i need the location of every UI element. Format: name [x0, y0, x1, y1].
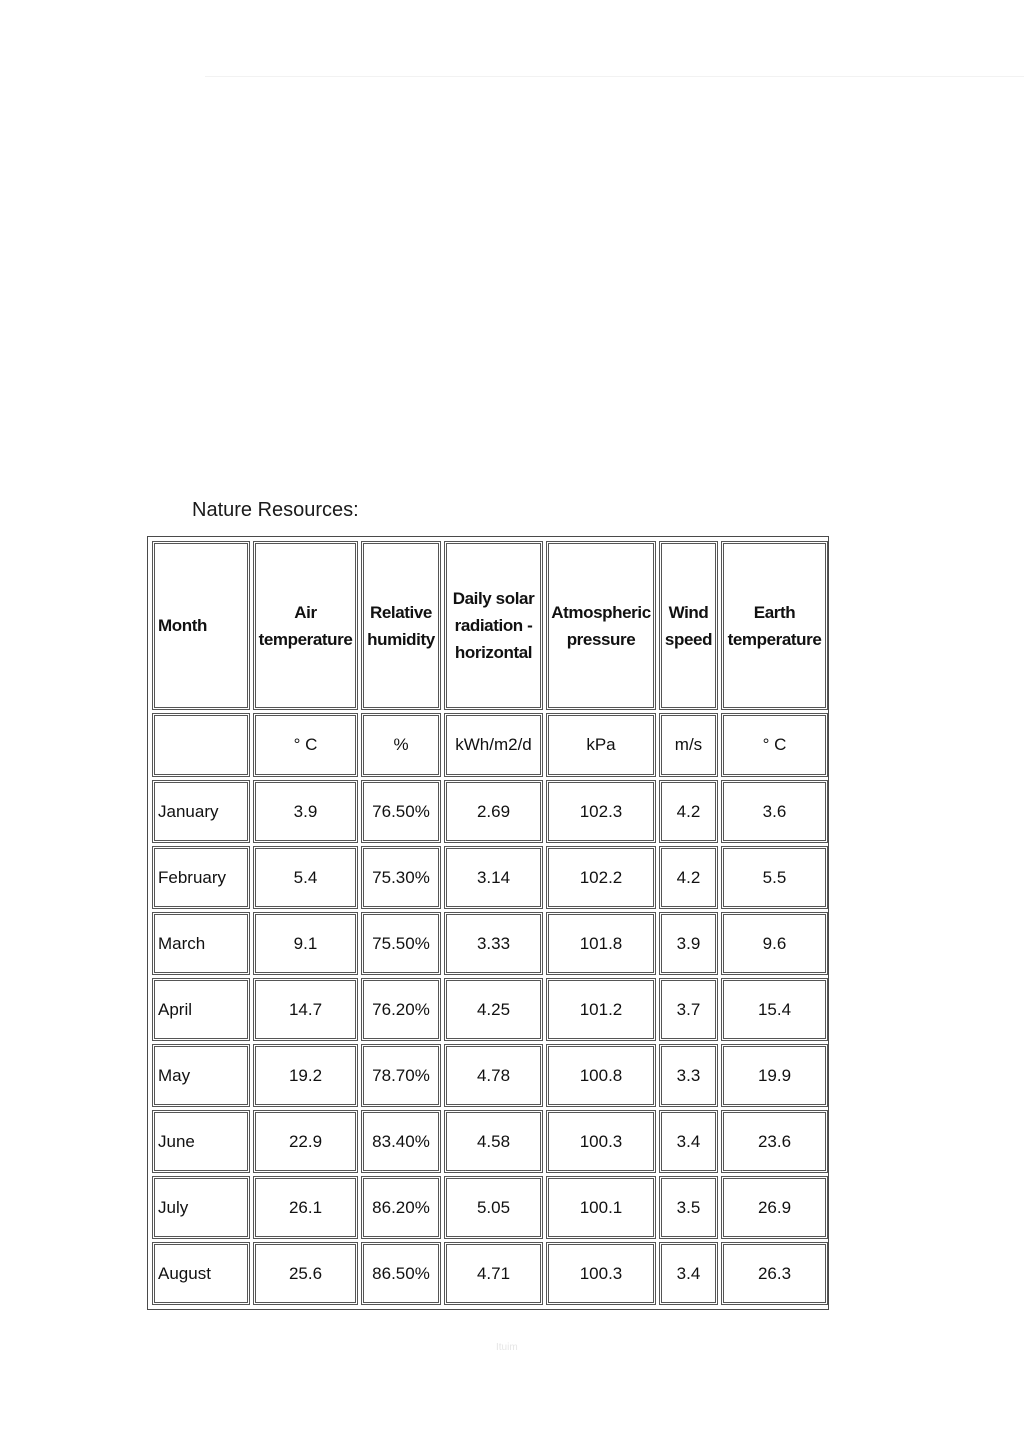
- table-row: [152, 1176, 828, 1239]
- table-row: [152, 780, 828, 843]
- column-header-line: Air: [294, 602, 317, 622]
- value-cell: 3.6: [721, 780, 828, 843]
- value-cell: 3.9: [659, 912, 718, 975]
- column-header-line: horizontal: [454, 643, 533, 662]
- value-cell: 23.6: [721, 1110, 828, 1173]
- column-header-line: Daily solar: [452, 589, 535, 608]
- column-header: [721, 541, 828, 710]
- column-header: [361, 541, 441, 710]
- column-header: [444, 541, 543, 710]
- column-header: [659, 541, 718, 710]
- value-cell: 78.70%: [361, 1044, 441, 1107]
- value-cell: 3.4: [659, 1242, 718, 1305]
- value-cell: 4.25: [444, 978, 543, 1041]
- value-cell: 22.9: [253, 1110, 358, 1173]
- column-header-line: radiation -: [454, 616, 533, 635]
- table-units-row: [152, 713, 828, 777]
- table-row: [152, 912, 828, 975]
- table-row: [152, 846, 828, 909]
- nature-resources-table-frame: [147, 536, 829, 1310]
- column-header-line: Relative: [369, 602, 432, 622]
- value-cell: 86.20%: [361, 1176, 441, 1239]
- value-cell: 75.50%: [361, 912, 441, 975]
- table-body: [152, 541, 828, 1305]
- value-cell: 15.4: [721, 978, 828, 1041]
- month-cell: July: [152, 1176, 250, 1239]
- value-cell: 2.69: [444, 780, 543, 843]
- value-cell: 3.7: [659, 978, 718, 1041]
- table-row: [152, 1110, 828, 1173]
- unit-cell: kWh/m2/d: [444, 713, 543, 777]
- value-cell: 3.33: [444, 912, 543, 975]
- column-header-line: Earth: [753, 602, 796, 622]
- column-header-line: Wind: [668, 602, 709, 622]
- value-cell: 3.4: [659, 1110, 718, 1173]
- value-cell: 4.2: [659, 780, 718, 843]
- value-cell: 19.9: [721, 1044, 828, 1107]
- value-cell: 4.58: [444, 1110, 543, 1173]
- value-cell: 100.8: [546, 1044, 656, 1107]
- value-cell: 4.2: [659, 846, 718, 909]
- top-divider: [205, 76, 1024, 77]
- month-cell: March: [152, 912, 250, 975]
- table-header-row: [152, 541, 828, 710]
- value-cell: 83.40%: [361, 1110, 441, 1173]
- value-cell: 102.2: [546, 846, 656, 909]
- value-cell: 3.3: [659, 1044, 718, 1107]
- unit-cell: ° C: [721, 713, 828, 777]
- column-header-line: temperature: [727, 629, 822, 649]
- value-cell: 101.8: [546, 912, 656, 975]
- column-header: [253, 541, 358, 710]
- value-cell: 9.6: [721, 912, 828, 975]
- column-header-line: pressure: [566, 629, 636, 649]
- value-cell: 25.6: [253, 1242, 358, 1305]
- value-cell: 9.1: [253, 912, 358, 975]
- value-cell: 26.3: [721, 1242, 828, 1305]
- column-header-line: Month: [158, 616, 207, 635]
- column-header-line: temperature: [258, 629, 353, 649]
- month-cell: June: [152, 1110, 250, 1173]
- unit-cell: %: [361, 713, 441, 777]
- table-row: [152, 1242, 828, 1305]
- unit-cell: kPa: [546, 713, 656, 777]
- column-header: [546, 541, 656, 710]
- footer-watermark: Ituim: [496, 1342, 518, 1353]
- table-row: [152, 978, 828, 1041]
- value-cell: 100.1: [546, 1176, 656, 1239]
- unit-cell: [152, 713, 250, 777]
- value-cell: 4.78: [444, 1044, 543, 1107]
- month-cell: January: [152, 780, 250, 843]
- value-cell: 100.3: [546, 1242, 656, 1305]
- value-cell: 76.20%: [361, 978, 441, 1041]
- month-cell: February: [152, 846, 250, 909]
- section-title: Nature Resources:: [192, 499, 359, 521]
- month-cell: May: [152, 1044, 250, 1107]
- value-cell: 101.2: [546, 978, 656, 1041]
- value-cell: 3.5: [659, 1176, 718, 1239]
- value-cell: 5.4: [253, 846, 358, 909]
- value-cell: 19.2: [253, 1044, 358, 1107]
- value-cell: 4.71: [444, 1242, 543, 1305]
- month-cell: April: [152, 978, 250, 1041]
- value-cell: 3.14: [444, 846, 543, 909]
- unit-cell: m/s: [659, 713, 718, 777]
- column-header-line: Atmospheric: [551, 602, 651, 622]
- value-cell: 102.3: [546, 780, 656, 843]
- column-header-line: speed: [664, 629, 713, 649]
- column-header: [152, 541, 250, 710]
- value-cell: 75.30%: [361, 846, 441, 909]
- value-cell: 5.05: [444, 1176, 543, 1239]
- value-cell: 100.3: [546, 1110, 656, 1173]
- table-row: [152, 1044, 828, 1107]
- value-cell: 14.7: [253, 978, 358, 1041]
- month-cell: August: [152, 1242, 250, 1305]
- value-cell: 76.50%: [361, 780, 441, 843]
- unit-cell: ° C: [253, 713, 358, 777]
- value-cell: 86.50%: [361, 1242, 441, 1305]
- value-cell: 3.9: [253, 780, 358, 843]
- value-cell: 26.1: [253, 1176, 358, 1239]
- nature-resources-table: [149, 538, 831, 1308]
- value-cell: 26.9: [721, 1176, 828, 1239]
- value-cell: 5.5: [721, 846, 828, 909]
- column-header-line: humidity: [367, 629, 435, 649]
